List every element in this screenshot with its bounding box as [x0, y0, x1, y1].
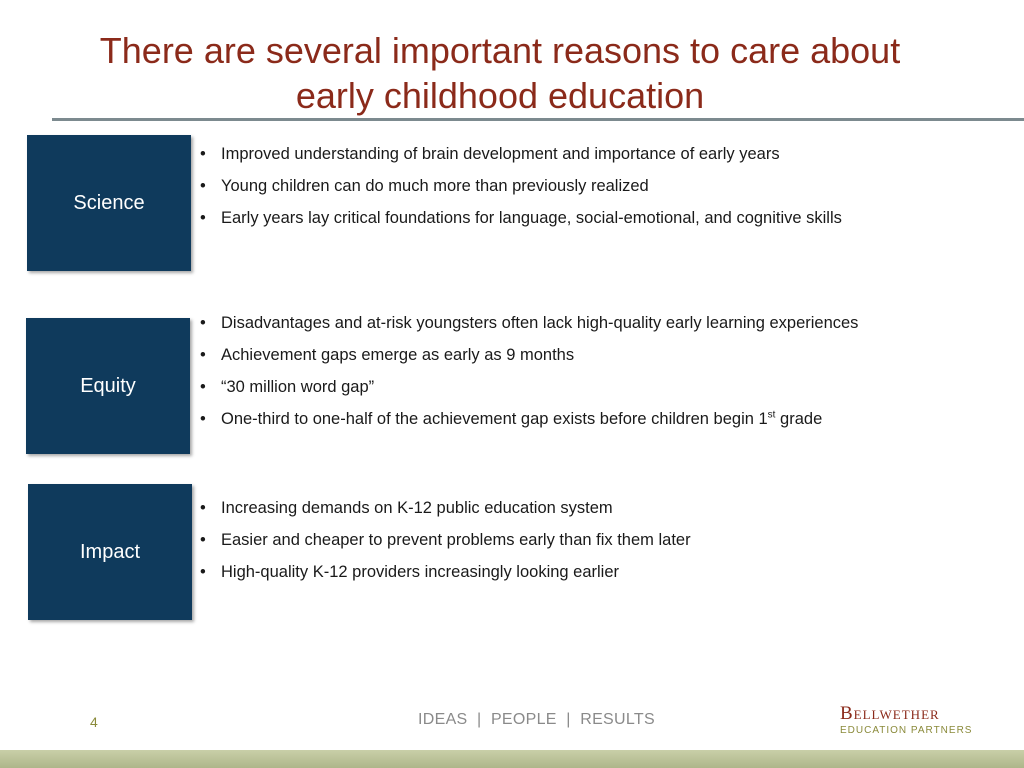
section-box-equity	[26, 318, 190, 454]
section-label-science: Science	[73, 191, 145, 214]
list-item	[200, 375, 890, 399]
bellwether-logo	[840, 704, 972, 738]
bullet-icon: •	[200, 346, 206, 364]
bullet-icon: •	[200, 209, 206, 227]
bullet-list-equity	[200, 311, 890, 439]
bullet-list-science	[200, 142, 1000, 238]
footer-tagline: IDEAS | PEOPLE | RESULTS	[418, 711, 655, 728]
bullet-icon: •	[200, 378, 206, 396]
bullet-icon: •	[200, 410, 206, 428]
list-item	[200, 407, 890, 431]
bullet-icon: •	[200, 314, 206, 332]
bullet-icon: •	[200, 177, 206, 195]
bullet-text: Young children can do much more than previously realized	[221, 177, 649, 195]
list-item	[200, 560, 1000, 584]
bullet-text: Easier and cheaper to prevent problems early than fix them later	[221, 531, 691, 549]
section-label-impact: Impact	[79, 540, 141, 563]
list-item	[200, 142, 1000, 166]
title-line-1: There are several important reasons to care about	[99, 30, 901, 71]
slide-title	[0, 28, 1000, 118]
list-item	[200, 311, 890, 335]
bullet-icon: •	[200, 499, 206, 517]
bullet-text: Disadvantages and at-risk youngsters often lack high-quality early learning experiences	[221, 314, 859, 332]
list-item	[200, 206, 1000, 230]
bullet-text: High-quality K-12 providers increasingly looking earlier	[221, 563, 620, 581]
bullet-text: “30 million word gap”	[221, 378, 375, 396]
logo-wordmark: Bellwether	[840, 703, 940, 724]
list-item	[200, 343, 890, 367]
bullet-text: Achievement gaps emerge as early as 9 months	[221, 346, 575, 364]
section-box-science	[27, 135, 191, 271]
list-item	[200, 496, 1000, 520]
bullet-icon: •	[200, 531, 206, 549]
section-label-equity: Equity	[80, 374, 136, 397]
title-divider	[52, 118, 1024, 121]
bullet-text: Increasing demands on K-12 public education system	[221, 499, 613, 517]
bullet-icon: •	[200, 563, 206, 581]
logo-subtitle: EDUCATION PARTNERS	[840, 725, 973, 736]
list-item	[200, 174, 1000, 198]
bullet-text: Improved understanding of brain development and importance of early years	[221, 145, 780, 163]
section-box-impact	[28, 484, 192, 620]
list-item	[200, 528, 1000, 552]
title-line-2: early childhood education	[295, 75, 705, 116]
bullet-text: One-third to one-half of the achievement gap exists before children begin 1	[221, 410, 768, 428]
bullet-text-end: grade	[780, 410, 823, 428]
ordinal-superscript: st	[767, 409, 776, 421]
bullet-list-impact	[200, 496, 1000, 592]
footer-band	[0, 750, 1024, 768]
page-number: 4	[90, 714, 98, 730]
bullet-text: Early years lay critical foundations for language, social-emotional, and cognitive skills	[221, 209, 842, 227]
bullet-icon: •	[200, 145, 206, 163]
